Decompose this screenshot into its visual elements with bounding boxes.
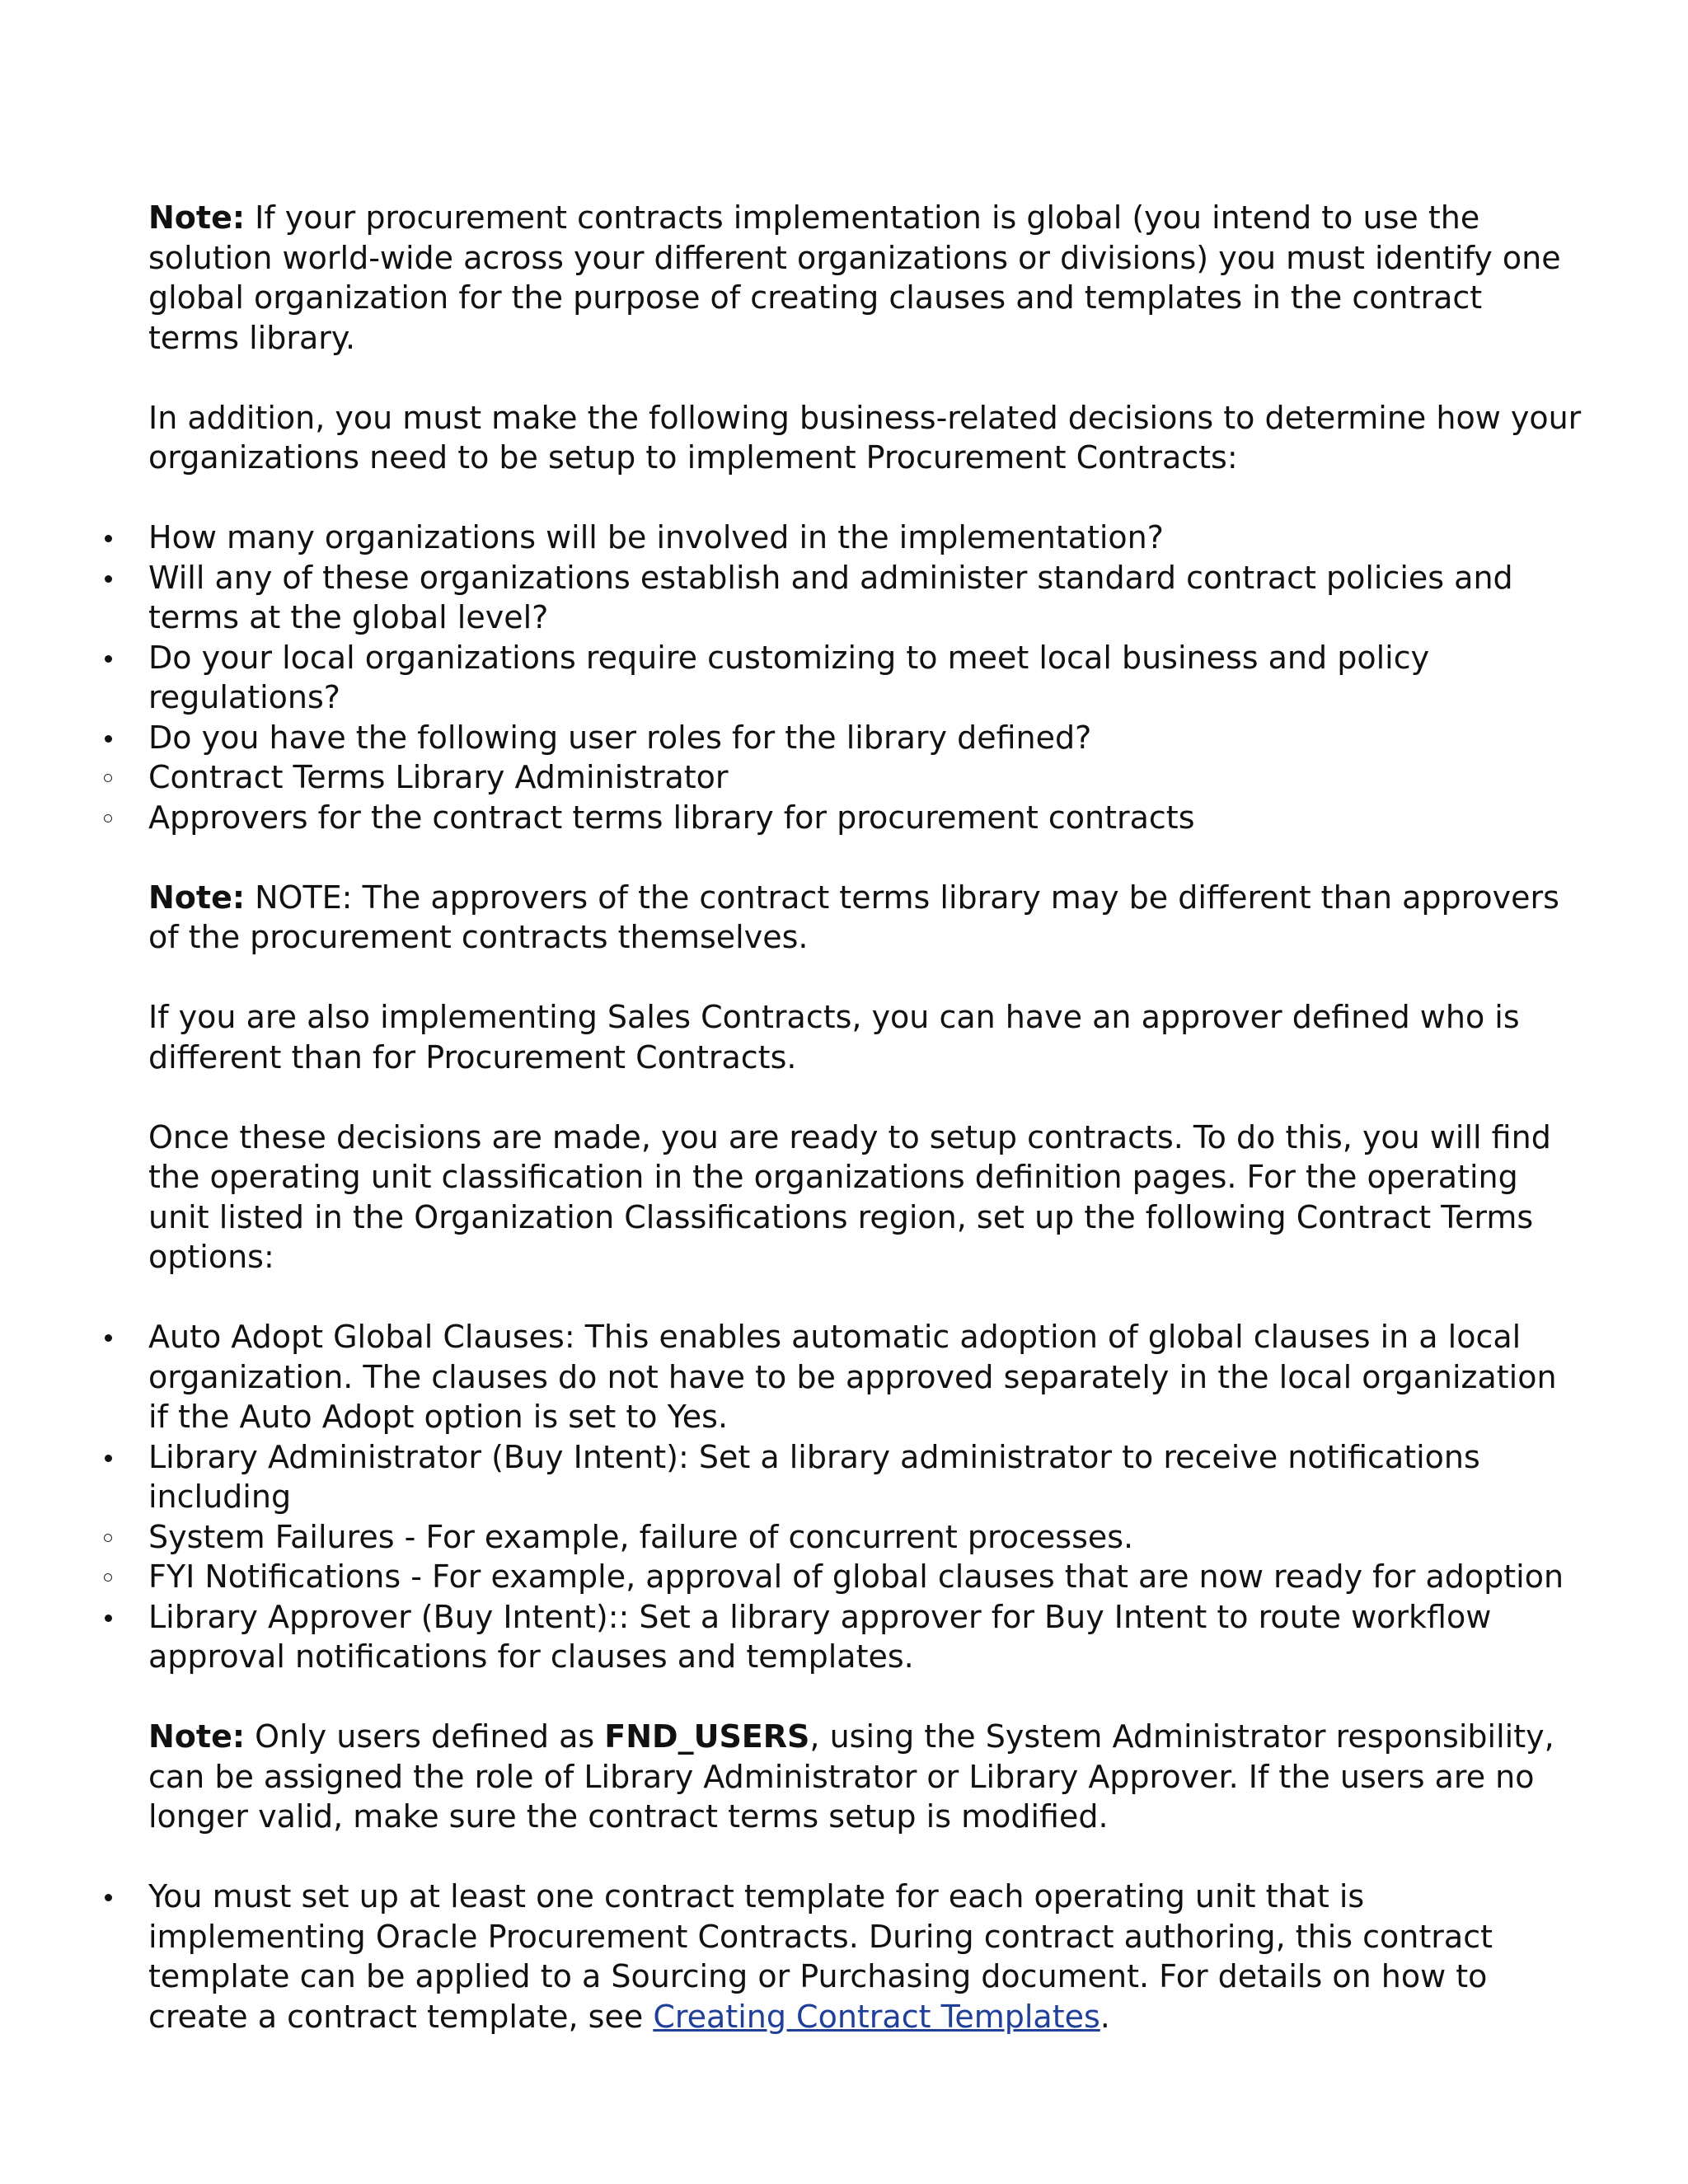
note-approvers: [148, 878, 1582, 958]
note-label: Note:: [148, 879, 246, 916]
list-item: Auto Adopt Global Clauses: This enables automatic adoption of global clauses in a local organization. The clauses do not have to be approved separately in the local organization if the Auto Adopt option is set to Yes.: [148, 1317, 1582, 1437]
note-text: NOTE: The approvers of the contract terms library may be different than approvers of the procurement contracts themselves.: [148, 879, 1559, 955]
note-text: If your procurement contracts implementation is global (you intend to use the solution world-wide across your different organizations or divisions) you must identify one global organization for the purpose of creating clauses and templates in the contract terms library.: [148, 199, 1561, 356]
sub-list-item: System Failures - For example, failure of concurrent processes.: [148, 1517, 1582, 1558]
list-item: Do your local organizations require customizing to meet local business and policy regulations?: [148, 638, 1582, 718]
note-text: , using the System Administrator responsibility, can be assigned the role of Library Administrator or Library Approver. If the users are no longer valid, make sure the contract terms setup is modified.: [148, 1718, 1554, 1835]
note-label: Note:: [148, 1718, 246, 1755]
setup-paragraph: Once these decisions are made, you are ready to setup contracts. To do this, you will find the operating unit classification in the organizations definition pages. For the operating unit listed in the Organization Classifications region, set up the following Contract Terms options:: [148, 1118, 1551, 1275]
document-body: [148, 198, 1582, 2077]
note-fnd-users: [148, 1717, 1582, 1837]
intro-paragraph: In addition, you must make the following business-related decisions to determine how your organizations need to be setup to implement Procurement Contracts:: [148, 399, 1582, 476]
sub-list-item: FYI Notifications - For example, approval of global clauses that are now ready for adoption: [148, 1557, 1582, 1597]
sub-list-item: Approvers for the contract terms library for procurement contracts: [148, 798, 1582, 838]
contract-terms-options-list: [148, 1317, 1582, 1677]
list-item: Library Administrator (Buy Intent): Set a library administrator to receive notifications including: [148, 1437, 1582, 1517]
template-text: You must set up at least one contract template for each operating unit that is implementing Oracle Procurement Contracts. During contract authoring, this contract template can be applied to a Sourcing or Purchasing document. For details on how to create a contract template, see: [148, 1878, 1493, 2035]
creating-contract-templates-link[interactable]: Creating Contract Templates: [653, 1998, 1100, 2035]
sales-contracts-paragraph: If you are also implementing Sales Contracts, you can have an approver defined who is different than for Procurement Contracts.: [148, 999, 1520, 1076]
note-global-implementation: [148, 198, 1582, 358]
decision-list: [148, 518, 1582, 837]
template-period: .: [1100, 1998, 1110, 2035]
list-item: Do you have the following user roles for the library defined?: [148, 718, 1582, 758]
note-text: Only users defined as: [245, 1718, 605, 1755]
fnd-users-term: FND_USERS: [604, 1718, 810, 1755]
list-item: [148, 1877, 1582, 2036]
sub-list-item: Contract Terms Library Administrator: [148, 757, 1582, 798]
list-item: Library Approver (Buy Intent):: Set a library approver for Buy Intent to route workflow approval notifications for clauses and templates.: [148, 1597, 1582, 1677]
list-item: How many organizations will be involved in the implementation?: [148, 518, 1582, 558]
note-label: Note:: [148, 199, 246, 236]
template-list: [148, 1877, 1582, 2036]
list-item: Will any of these organizations establish and administer standard contract policies and terms at the global level?: [148, 558, 1582, 638]
